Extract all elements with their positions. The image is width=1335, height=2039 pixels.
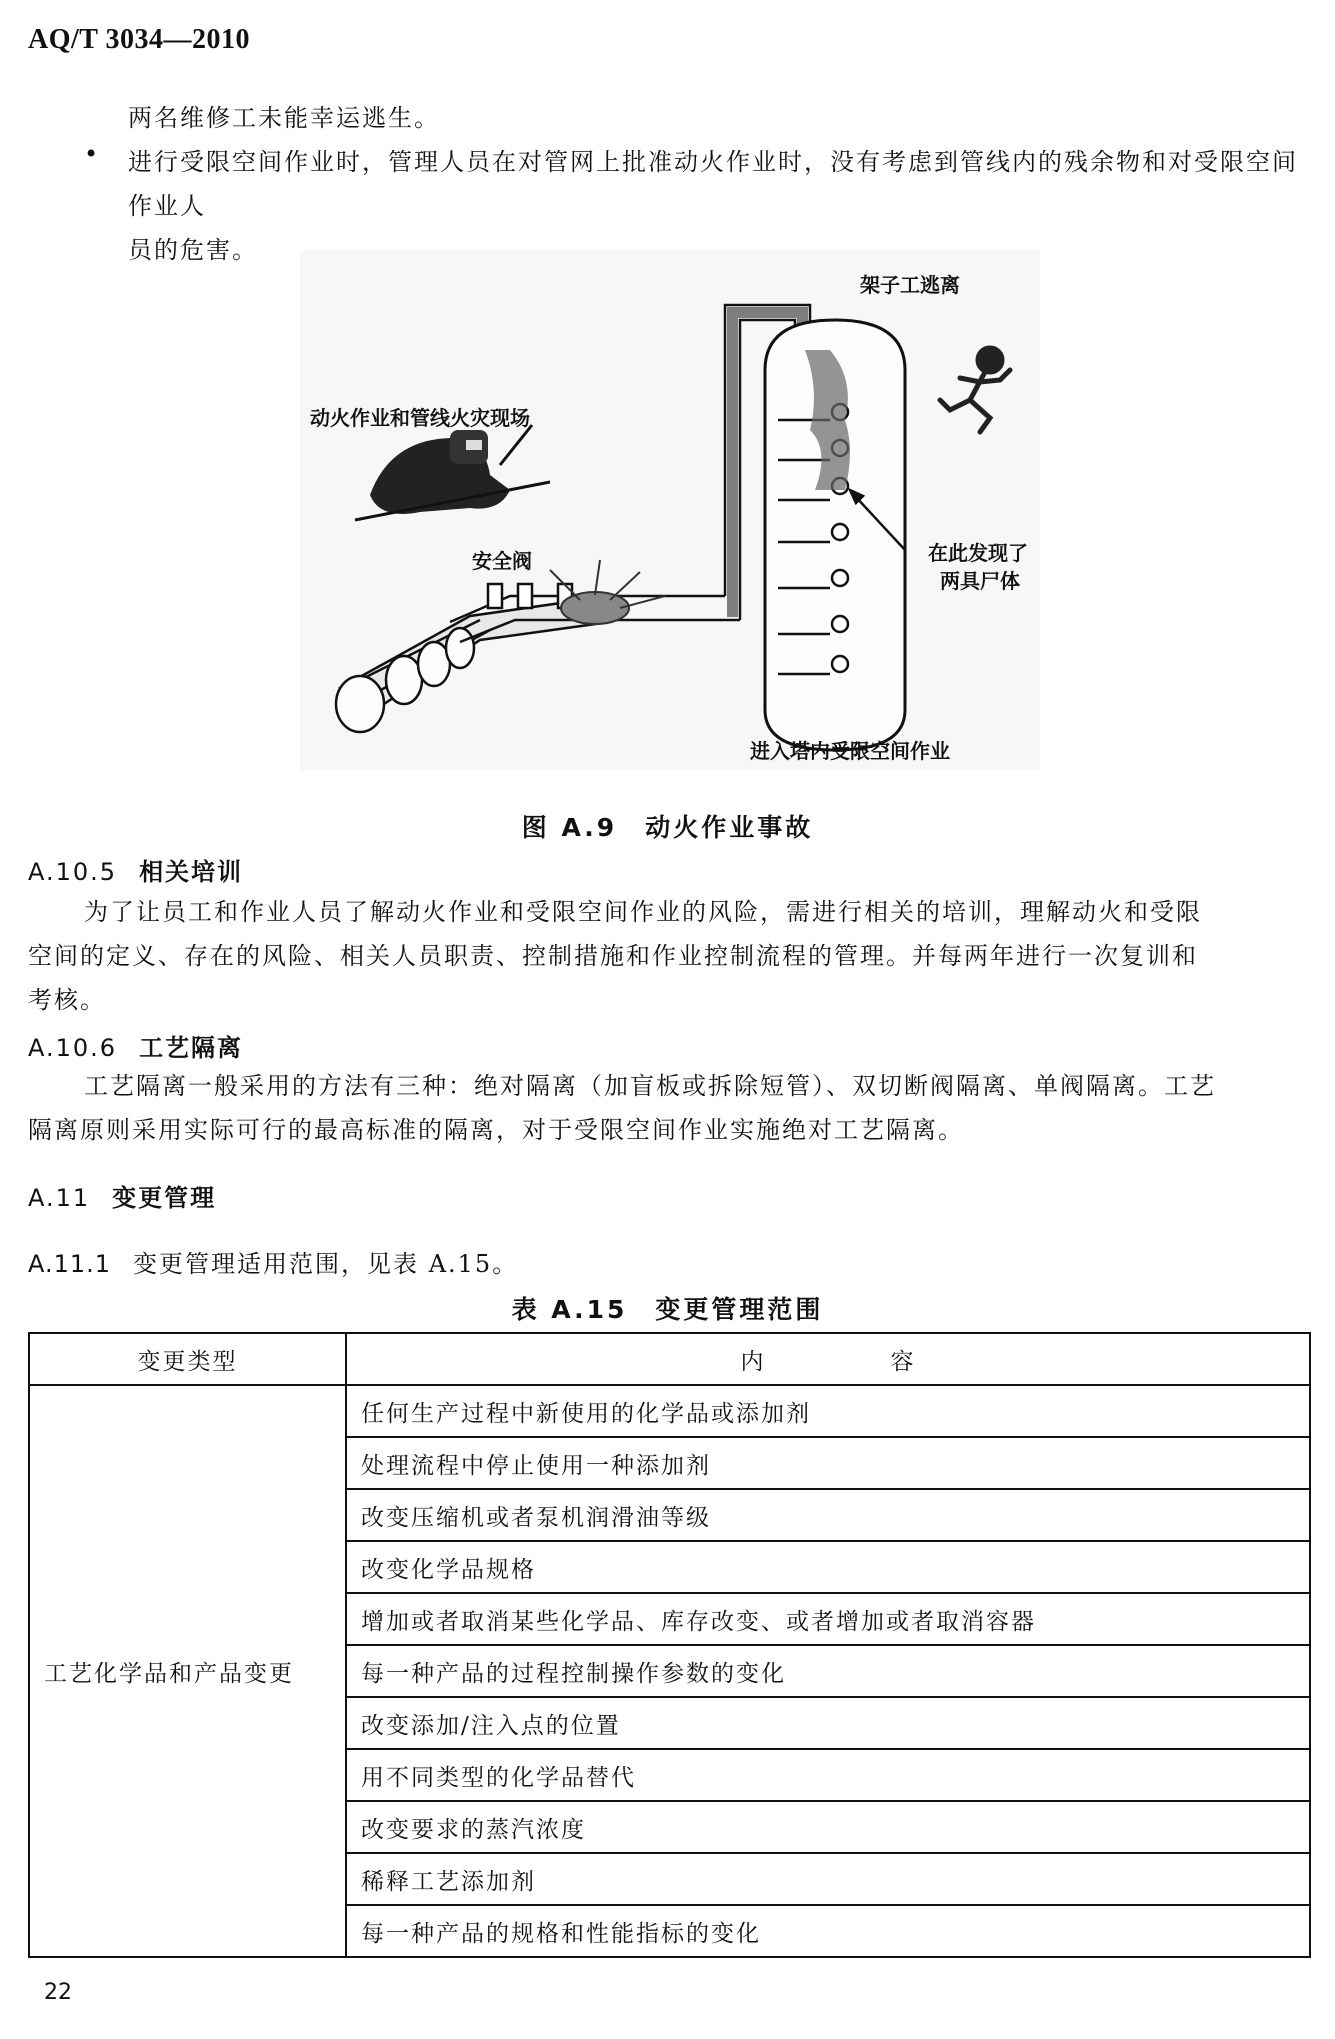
change-scope-table [28,1332,1311,1958]
paragraph-line: 隔离原则采用实际可行的最高标准的隔离，对于受限空间作业实施绝对工艺隔离。 [28,1116,964,1144]
table-cell: 改变添加/注入点的位置 [346,1697,1310,1749]
section-heading [28,1028,243,1063]
section-paragraph [28,890,1313,1022]
table-cell: 处理流程中停止使用一种添加剂 [346,1437,1310,1489]
table-cell: 用不同类型的化学品替代 [346,1749,1310,1801]
table-cell: 改变压缩机或者泵机润滑油等级 [346,1489,1310,1541]
section-number: A.11 [28,1184,91,1212]
confined-space-label: 进入塔内受限空间作业 [750,739,950,763]
section-title: 相关培训 [139,858,244,886]
table-cell: 稀释工艺添加剂 [346,1853,1310,1905]
section-title: 变更管理 [112,1184,217,1212]
section-heading [28,852,243,887]
standard-code: AQ/T 3034—2010 [28,24,250,55]
table-row [29,1385,1310,1437]
paragraph-line: 为了让员工和作业人员了解动火作业和受限空间作业的风险，需进行相关的培训，理解动火和受限 [84,898,1202,926]
bullet-icon: • [84,140,99,168]
bullet-line: 进行受限空间作业时，管理人员在对管网上批准动火作业时，没有考虑到管线内的残余物和对受限空间作业人 [128,148,1298,220]
section-number: A.10.6 [28,1034,118,1062]
table-cell: 改变化学品规格 [346,1541,1310,1593]
section-paragraph [28,1064,1313,1152]
table-cell: 改变要求的蒸汽浓度 [346,1801,1310,1853]
table-cell: 任何生产过程中新使用的化学品或添加剂 [346,1385,1310,1437]
section-number: A.11.1 [28,1250,112,1278]
bullet-line: 员的危害。 [128,236,258,264]
paragraph-line: 考核。 [28,986,106,1014]
header-content: 内 容 [346,1333,1310,1385]
subsection-text: 变更管理适用范围，见表 A.15。 [133,1250,519,1278]
table-header-row [29,1333,1310,1385]
continuation-line: 两名维修工未能幸运逃生。 [128,104,440,132]
table-cell: 增加或者取消某些化学品、库存改变、或者增加或者取消容器 [346,1593,1310,1645]
hot-work-accident-figure [300,250,1040,770]
section-heading [28,1178,216,1213]
safety-valve-illustration [488,584,572,608]
page-number: 22 [44,1980,72,2005]
scaffolder-escape-label: 架子工逃离 [860,273,960,297]
table-caption: 表 A.15 变更管理范围 [511,1295,824,1324]
figure-caption: 图 A.9 动火作业事故 [521,813,814,842]
bodies-found-label-2: 两具尸体 [940,569,1020,593]
paragraph-line: 工艺隔离一般采用的方法有三种：绝对隔离（加盲板或拆除短管）、双切断阀隔离、单阀隔离。工艺 [84,1072,1216,1100]
table-cell: 每一种产品的过程控制操作参数的变化 [346,1645,1310,1697]
header-change-type: 变更类型 [29,1333,346,1385]
section-number: A.10.5 [28,858,118,886]
section-title: 工艺隔离 [139,1034,244,1062]
table-cell: 每一种产品的规格和性能指标的变化 [346,1905,1310,1957]
safety-valve-label: 安全阀 [472,549,532,573]
change-type-cell: 工艺化学品和产品变更 [29,1385,346,1957]
fire-scene-label: 动火作业和管线火灾现场 [310,406,530,430]
bodies-found-label-1: 在此发现了 [928,541,1028,565]
paragraph-line: 空间的定义、存在的风险、相关人员职责、控制措施和作业控制流程的管理。并每两年进行一次复训和 [28,942,1198,970]
subsection-line [28,1244,518,1279]
